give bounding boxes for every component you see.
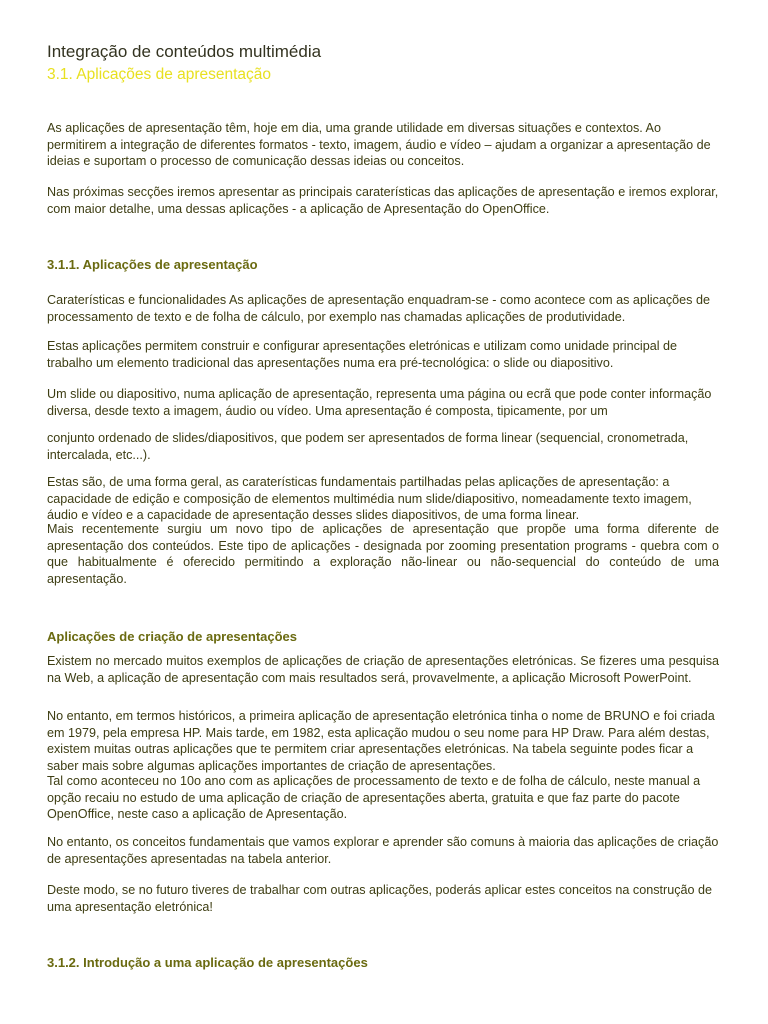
- heading-3-1-1: 3.1.1. Aplicações de apresentação: [47, 257, 258, 272]
- paragraph-characteristics: Caraterísticas e funcionalidades As aplicações de apresentação enquadram-se - como acontece com as aplicações de processamento de texto e de folha de cálculo, por exemplo nas chamadas aplicações de produtividade.: [47, 293, 710, 324]
- paragraph-slide-definition: Um slide ou diapositivo, numa aplicação de apresentação, representa uma página ou ecrã que pode conter informação diversa, desde texto a imagem, áudio ou vídeo. Uma apresentação é composta, tipicamente, por um: [47, 387, 712, 418]
- paragraph-zooming: Mais recentemente surgiu um novo tipo de aplicações de apresentação que propõe uma forma diferente de apresentação dos conteúdos. Este tipo de aplicações - designada por zooming presentation programs - quebra com o que habitualmente é oferecido permitindo a exploração não-linear ou não-sequencial do conteúdo de uma apresentação.: [47, 522, 719, 586]
- paragraph-market-examples: Existem no mercado muitos exemplos de aplicações de criação de apresentações eletrónicas. Se fizeres uma pesquisa na Web, a aplicação de apresentação com mais resultados será, provavelmente, a aplicação Microsoft PowerPoint.: [47, 654, 719, 685]
- paragraph-history: No entanto, em termos históricos, a primeira aplicação de apresentação eletrónica tinha o nome de BRUNO e foi criada em 1979, pela empresa HP. Mais tarde, em 1982, esta aplicação mudou o seu nome para HP Draw. Para além destas, existem muitas outras aplicações que te permitem criar apresentações eletrónicas. Na tabela seguinte podes ficar a saber mais sobre algumas aplicações importantes de criação de apresentações.: [47, 709, 715, 773]
- paragraph-future: Deste modo, se no futuro tiveres de trabalhar com outras aplicações, poderás aplicar estes conceitos na construção de uma apresentação eletrónica!: [47, 883, 713, 914]
- paragraph-openoffice: Tal como aconteceu no 10o ano com as aplicações de processamento de texto e de folha de cálculo, neste manual a opção recaiu no estudo de uma aplicação de criação de apresentações aberta, gratuita e que faz parte do pacote OpenOffice, neste caso a aplicação de Apresentação.: [47, 774, 701, 821]
- paragraph-ordered-set: conjunto ordenado de slides/diapositivos, que podem ser apresentados de forma linear (sequencial, cronometrada, intercalada, etc...).: [47, 431, 689, 462]
- paragraph-fundamentals: Estas são, de uma forma geral, as caraterísticas fundamentais partilhadas pelas aplicações de apresentação: a capacidade de edição e composição de elementos multimédia num slide/diapositivo, nomeadamente texto imagem, áudio e vídeo e a capacidade de apresentação desses slides diapositivos, de uma forma linear.: [47, 475, 692, 522]
- paragraph-concepts: No entanto, os conceitos fundamentais que vamos explorar e aprender são comuns à maioria das aplicações de criação de apresentações apresentadas na tabela anterior.: [47, 835, 719, 866]
- page-title: Integração de conteúdos multimédia: [47, 42, 322, 61]
- paragraph-slide: Estas aplicações permitem construir e configurar apresentações eletrónicas e utilizam como unidade principal de trabalho um elemento tradicional das apresentações numa era pré-tecnológica: o slide ou diapositivo.: [47, 339, 678, 370]
- heading-3-1-2: 3.1.2. Introdução a uma aplicação de apresentações: [47, 955, 368, 970]
- paragraph-next-sections: Nas próximas secções iremos apresentar as principais caraterísticas das aplicações de apresentação e iremos explorar, com maior detalhe, uma dessas aplicações - a aplicação de Apresentação do OpenOffice.: [47, 185, 719, 216]
- section-subtitle: 3.1. Aplicações de apresentação: [47, 66, 272, 83]
- heading-creation-apps: Aplicações de criação de apresentações: [47, 629, 298, 644]
- paragraph-intro: As aplicações de apresentação têm, hoje em dia, uma grande utilidade em diversas situações e contextos. Ao permitirem a integração de diferentes formatos - texto, imagem, áudio e vídeo – ajudam a organizar a apresentação de ideias e suportam o processo de comunicação dessas ideias ou conceitos.: [47, 121, 711, 168]
